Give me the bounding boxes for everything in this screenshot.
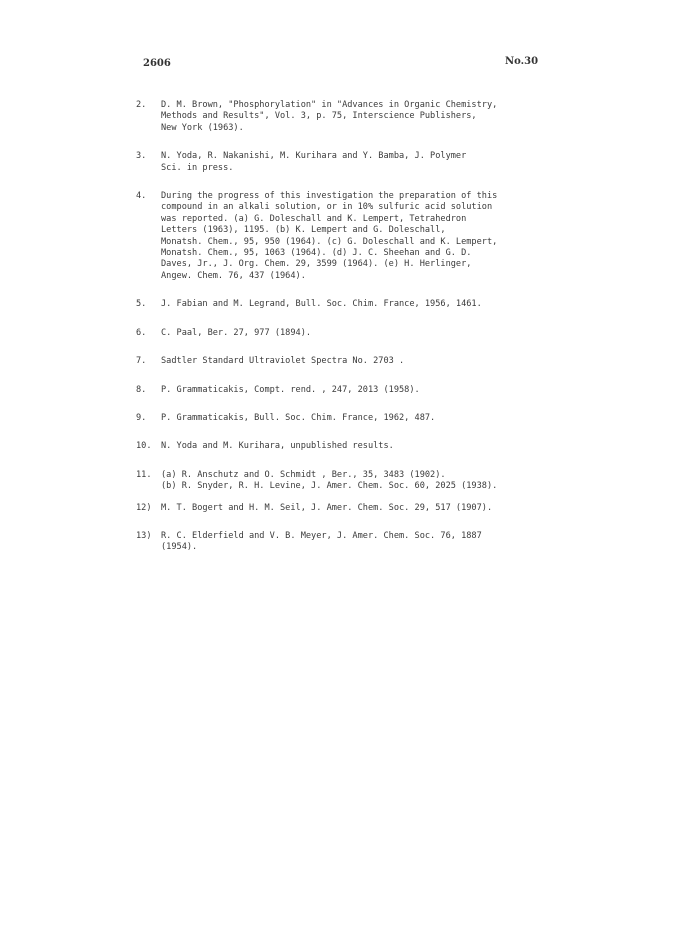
reference-number: 2. bbox=[136, 100, 147, 110]
reference-number: 6. bbox=[136, 327, 147, 338]
reference-line: was reported. (a) G. Doleschall and K. Lempert, Tetrahedron bbox=[161, 213, 467, 224]
reference-7 bbox=[136, 356, 556, 367]
reference-5 bbox=[136, 299, 556, 310]
reference-line: P. Grammaticakis, Bull. Soc. Chim. France, 1962, 487. bbox=[161, 412, 436, 423]
reference-line: (1954). bbox=[161, 542, 198, 553]
reference-line: J. Fabian and M. Legrand, Bull. Soc. Chim. France, 1956, 1461. bbox=[161, 299, 482, 310]
reference-4 bbox=[136, 191, 556, 282]
reference-line: Sadtler Standard Ultraviolet Spectra No. 2703 . bbox=[161, 356, 405, 367]
page-number: 2606 bbox=[143, 58, 171, 69]
reference-9 bbox=[136, 413, 556, 424]
reference-line: P. Grammaticakis, Compt. rend. , 247, 2013 (1958). bbox=[161, 384, 420, 395]
reference-list bbox=[136, 100, 556, 571]
reference-line: Monatsh. Chem., 95, 950 (1964). (c) G. Doleschall and K. Lempert, bbox=[161, 236, 498, 247]
reference-line: Angew. Chem. 76, 437 (1964). bbox=[161, 270, 306, 281]
reference-number: 12) bbox=[136, 502, 152, 513]
reference-number: 4. bbox=[136, 191, 147, 202]
reference-3 bbox=[136, 151, 556, 174]
reference-line: N. Yoda, R. Nakanishi, M. Kurihara and Y. Bamba, J. Polymer bbox=[161, 151, 467, 162]
reference-line: R. C. Elderfield and V. B. Meyer, J. Amer. Chem. Soc. 76, 1887 bbox=[161, 530, 482, 541]
reference-number: 5. bbox=[136, 299, 147, 310]
reference-number: 13) bbox=[136, 530, 152, 541]
reference-8 bbox=[136, 385, 556, 396]
reference-11 bbox=[136, 470, 556, 493]
reference-line: Monatsh. Chem., 95, 1063 (1964). (d) J. C. Sheehan and G. D. bbox=[161, 248, 472, 259]
reference-number: 8. bbox=[136, 384, 147, 395]
reference-line: (b) R. Snyder, R. H. Levine, J. Amer. Chem. Soc. 60, 2025 (1938). bbox=[161, 481, 498, 492]
reference-line: compound in an alkali solution, or in 10% sulfuric acid solution bbox=[161, 202, 493, 213]
reference-line: C. Paal, Ber. 27, 977 (1894). bbox=[161, 327, 312, 338]
reference-line: New York (1963). bbox=[161, 122, 244, 133]
reference-line: M. T. Bogert and H. M. Seil, J. Amer. Chem. Soc. 29, 517 (1907). bbox=[161, 502, 493, 513]
reference-line: Letters (1963), 1195. (b) K. Lempert and G. Doleschall, bbox=[161, 225, 446, 236]
reference-number: 11. bbox=[136, 469, 152, 480]
reference-number: 9. bbox=[136, 412, 147, 423]
reference-line: Sci. in press. bbox=[161, 162, 234, 173]
reference-line: D. M. Brown, "Phosphorylation" in "Advances in Organic Chemistry, bbox=[161, 100, 498, 110]
reference-10 bbox=[136, 441, 556, 452]
reference-12 bbox=[136, 503, 556, 514]
reference-2 bbox=[136, 100, 556, 134]
reference-line: During the progress of this investigation the preparation of this bbox=[161, 191, 498, 202]
reference-number: 7. bbox=[136, 356, 147, 367]
issue-number: No.30 bbox=[505, 56, 539, 67]
reference-13 bbox=[136, 531, 556, 554]
reference-line: N. Yoda and M. Kurihara, unpublished results. bbox=[161, 441, 394, 452]
reference-line: Daves, Jr., J. Org. Chem. 29, 3599 (1964). (e) H. Herlinger, bbox=[161, 259, 472, 270]
reference-line: (a) R. Anschutz and O. Schmidt , Ber., 35, 3483 (1902). bbox=[161, 469, 446, 480]
reference-number: 3. bbox=[136, 151, 147, 162]
reference-number: 10. bbox=[136, 441, 152, 452]
reference-line: Methods and Results", Vol. 3, p. 75, Interscience Publishers, bbox=[161, 111, 477, 122]
reference-6 bbox=[136, 328, 556, 339]
